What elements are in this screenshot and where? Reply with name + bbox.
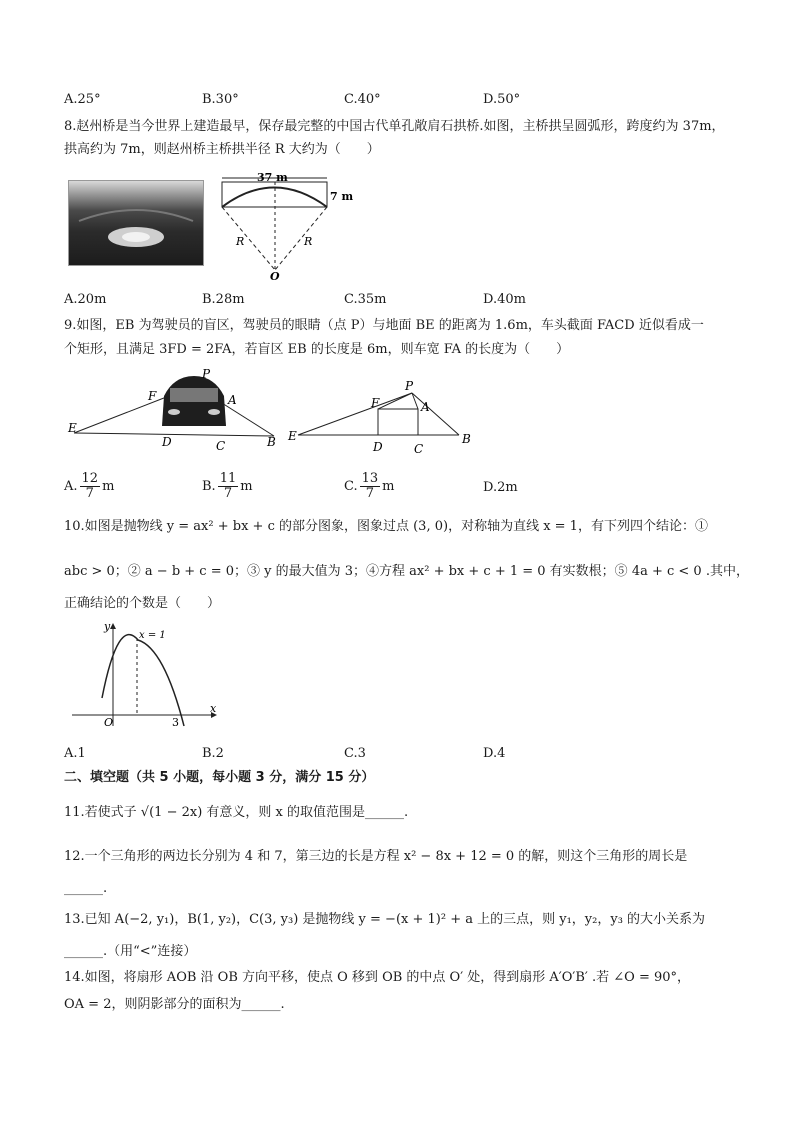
q9-option-b[interactable]: B. $\frac{11}{7}$ m	[202, 471, 253, 501]
q7-option-a[interactable]: A.25°	[64, 92, 101, 107]
car-geometry-diagram	[284, 368, 474, 458]
geo-b-label: B	[462, 432, 471, 446]
q10-text-line2: abc > 0；② a − b + c = 0；③ y 的最大值为 3；④方程 ax² + bx + c + 1 = 0 有实数根；⑤ 4a + c < 0 .其中，	[64, 564, 749, 579]
q12-text-line1: 12.一个三角形的两边长分别为 4 和 7，第三边的长是方程 x² − 8x + 12 = 0 的解，则这个三角形的周长是	[64, 849, 688, 864]
geo-d-label: D	[373, 440, 383, 454]
q8-text-line2: 拱高约为 7m，则赵州桥主桥拱半径 R 大约为（ ）	[64, 142, 380, 157]
q10-option-a[interactable]: A.1	[64, 746, 86, 761]
height-label: 7 m	[330, 190, 354, 203]
q9-text-line1: 9.如图，EB 为驾驶员的盲区，驾驶员的眼睛（点 P）与地面 BE 的距离为 1.6m，车头截面 FACD 近似看成一	[64, 318, 704, 333]
q13-text-line1: 13.已知 A(−2, y₁)，B(1, y₂)，C(3, y₃) 是抛物线 y = −(x + 1)² + a 上的三点，则 y₁，y₂，y₃ 的大小关系为	[64, 912, 706, 927]
car-b-label: B	[267, 435, 276, 449]
geo-c-label: C	[414, 442, 424, 456]
q13-text-line2: ______.（用“<”连接）	[64, 944, 197, 959]
car-e-label: E	[68, 421, 77, 435]
q7-option-c[interactable]: C.40°	[344, 92, 381, 107]
bridge-photo-sketch	[69, 181, 203, 265]
parabola-graph	[66, 618, 226, 730]
car-d-label: D	[162, 435, 172, 449]
q12-text-line2: ______.	[64, 881, 108, 896]
car-a-label: A	[228, 393, 237, 407]
q10-option-d[interactable]: D.4	[483, 746, 506, 761]
radius-right-label: R	[304, 235, 313, 248]
q8-option-a[interactable]: A.20m	[64, 292, 107, 307]
symmetry-axis-label: x = 1	[139, 630, 166, 641]
geo-p-label: P	[405, 379, 414, 393]
q14-text-line2: OA = 2，则阴影部分的面积为______.	[64, 997, 285, 1012]
q9-text-line2: 个矩形，且满足 3FD = 2FA，若盲区 EB 的长度是 6m，则车宽 FA 的长度为（ ）	[64, 342, 570, 357]
geo-e-label: E	[288, 429, 297, 443]
car-p-label: P	[202, 368, 211, 381]
q8-text-line1: 8.赵州桥是当今世界上建造最早，保存最完整的中国古代单孔敞肩石拱桥.如图，主桥拱呈圆弧形，跨度约为 37m，	[64, 119, 725, 134]
bridge-arc-diagram	[212, 170, 362, 282]
q9-option-d[interactable]: D.2m	[483, 480, 518, 495]
q11-text: 11.若使式子 √(1 − 2x) 有意义，则 x 的取值范围是______.	[64, 805, 409, 820]
geo-a-label: A	[421, 400, 430, 414]
q9-options	[64, 472, 744, 506]
geo-f-label: F	[371, 396, 380, 410]
axis-y-label: y	[104, 620, 111, 633]
q10-text-line3: 正确结论的个数是（ ）	[64, 596, 221, 611]
q7-option-b[interactable]: B.30°	[202, 92, 239, 107]
origin-label: O	[104, 716, 114, 729]
q7-options	[64, 92, 744, 110]
q10-options	[64, 746, 744, 764]
car-c-label: C	[216, 439, 226, 453]
q14-text-line1: 14.如图，将扇形 AOB 沿 OB 方向平移，使点 O 移到 OB 的中点 O′ 处，得到扇形 A′O′B′ .若 ∠O = 90°，	[64, 970, 691, 985]
q8-option-b[interactable]: B.28m	[202, 292, 245, 307]
q10-text-line1: 10.如图是抛物线 y = ax² + bx + c 的部分图象，图象过点 (3, 0)，对称轴为直线 x = 1，有下列四个结论：①	[64, 519, 708, 534]
q8-option-c[interactable]: C.35m	[344, 292, 387, 307]
axis-x-label: x	[210, 702, 217, 715]
q9-option-c[interactable]: C. $\frac{13}{7}$ m	[344, 471, 395, 501]
zhaozhou-bridge-photo	[68, 180, 204, 266]
section-2-title: 二、填空题（共 5 小题，每小题 3 分，满分 15 分）	[64, 770, 375, 785]
radius-left-label: R	[236, 235, 245, 248]
q7-option-d[interactable]: D.50°	[483, 92, 521, 107]
span-label: 37 m	[257, 171, 288, 184]
root-three-label: 3	[172, 716, 179, 729]
car-f-label: F	[148, 389, 157, 403]
car-photo-diagram	[64, 368, 284, 458]
q10-option-b[interactable]: B.2	[202, 746, 224, 761]
q8-options	[64, 292, 744, 310]
q9-option-a[interactable]: A. $\frac{12}{7}$ m	[64, 471, 115, 501]
q8-option-d[interactable]: D.40m	[483, 292, 526, 307]
q10-option-c[interactable]: C.3	[344, 746, 366, 761]
center-label: O	[270, 270, 280, 282]
